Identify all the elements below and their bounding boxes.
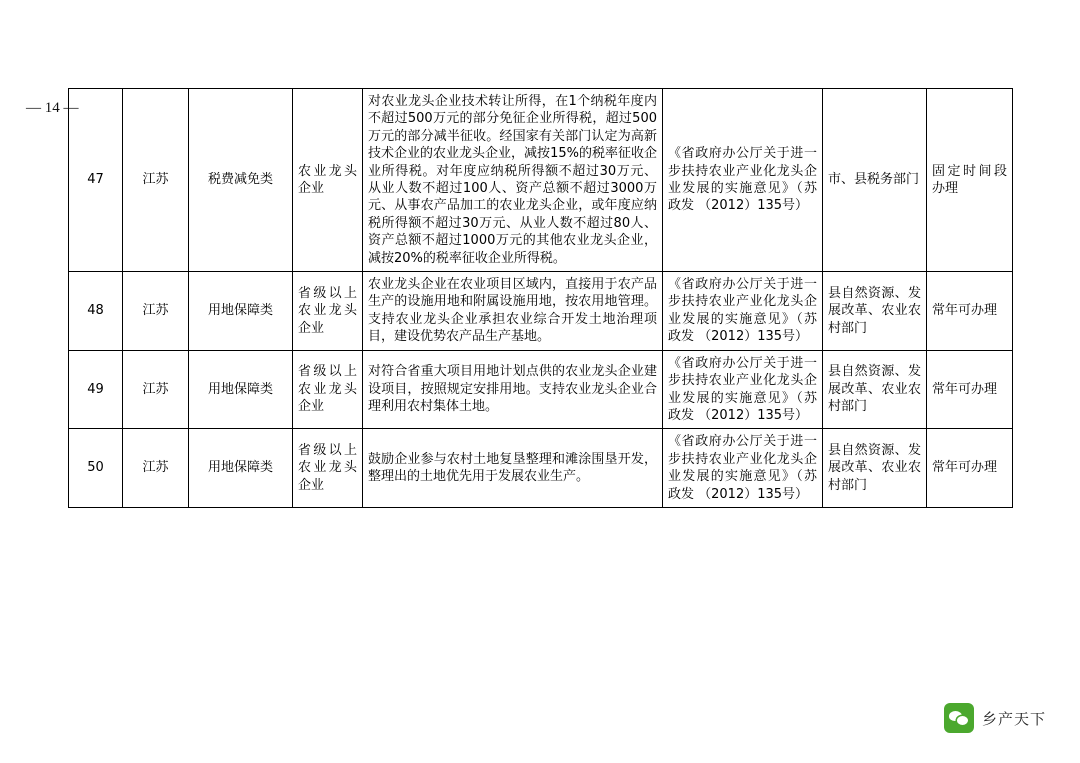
cell-object: 省级以上农业龙头企业 [293, 350, 363, 429]
cell-object: 省级以上农业龙头企业 [293, 272, 363, 351]
table-row [69, 272, 1013, 351]
page-number: — 14 — [26, 100, 79, 116]
cell-object: 省级以上农业龙头企业 [293, 429, 363, 508]
cell-no: 49 [69, 350, 123, 429]
cell-type: 用地保障类 [189, 350, 293, 429]
cell-province: 江苏 [123, 429, 189, 508]
cell-time: 常年可办理 [927, 429, 1013, 508]
cell-type: 用地保障类 [189, 429, 293, 508]
cell-province: 江苏 [123, 272, 189, 351]
cell-content: 对符合省重大项目用地计划点供的农业龙头企业建设项目，按照规定安排用地。支持农业龙头企业合理利用农村集体土地。 [363, 350, 663, 429]
cell-basis: 《省政府办公厅关于进一步扶持农业产业化龙头企业发展的实施意见》（苏政发 （2012）135号） [663, 89, 823, 272]
wechat-icon [944, 703, 974, 733]
policy-table [68, 88, 1013, 508]
cell-province: 江苏 [123, 350, 189, 429]
cell-department: 县自然资源、发展改革、农业农村部门 [823, 272, 927, 351]
cell-type: 用地保障类 [189, 272, 293, 351]
cell-time: 固定时间段办理 [927, 89, 1013, 272]
table-row [69, 429, 1013, 508]
cell-no: 47 [69, 89, 123, 272]
cell-department: 县自然资源、发展改革、农业农村部门 [823, 429, 927, 508]
cell-department: 市、县税务部门 [823, 89, 927, 272]
cell-content: 农业龙头企业在农业项目区域内，直接用于农产品生产的设施用地和附属设施用地，按农用地管理。支持农业龙头企业承担农业综合开发土地治理项目，建设优势农产品生产基地。 [363, 272, 663, 351]
table-row [69, 89, 1013, 272]
cell-time: 常年可办理 [927, 272, 1013, 351]
cell-basis: 《省政府办公厅关于进一步扶持农业产业化龙头企业发展的实施意见》（苏政发 （2012）135号） [663, 429, 823, 508]
table-row [69, 350, 1013, 429]
cell-no: 50 [69, 429, 123, 508]
cell-department: 县自然资源、发展改革、农业农村部门 [823, 350, 927, 429]
cell-time: 常年可办理 [927, 350, 1013, 429]
cell-content: 鼓励企业参与农村土地复垦整理和滩涂围垦开发，整理出的土地优先用于发展农业生产。 [363, 429, 663, 508]
cell-content: 对农业龙头企业技术转让所得，在1个纳税年度内不超过500万元的部分免征企业所得税，超过500万元的部分减半征收。经国家有关部门认定为高新技术企业的农业龙头企业，减按15%的税率征收企业所得税。对年度应纳税所得额不超过30万元、从业人数不超过100人、资产总额不超过3000万元、从事农产品加工的农业龙头企业，或年度应纳税所得额不超过30万元、从业人数不超过80人、资产总额不超过1000万元的其他农业龙头企业，减按20%的税率征收企业所得税。 [363, 89, 663, 272]
wechat-watermark [944, 703, 1046, 733]
cell-type: 税费减免类 [189, 89, 293, 272]
cell-object: 农业龙头企业 [293, 89, 363, 272]
cell-no: 48 [69, 272, 123, 351]
cell-basis: 《省政府办公厅关于进一步扶持农业产业化龙头企业发展的实施意见》（苏政发 （2012）135号） [663, 272, 823, 351]
cell-basis: 《省政府办公厅关于进一步扶持农业产业化龙头企业发展的实施意见》（苏政发 （2012）135号） [663, 350, 823, 429]
wechat-account-name: 乡产天下 [981, 709, 1046, 728]
cell-province: 江苏 [123, 89, 189, 272]
